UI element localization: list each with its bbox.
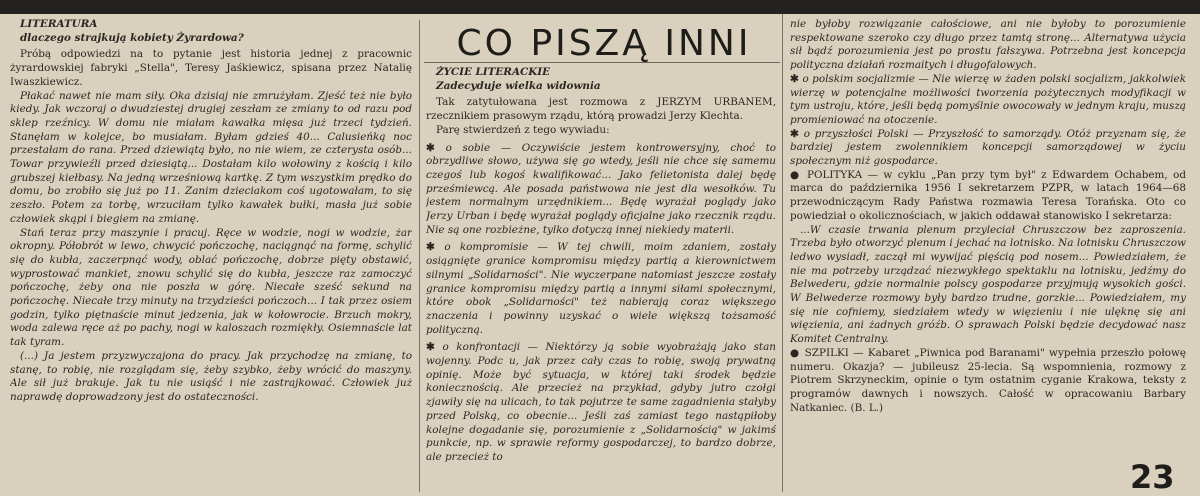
column-divider xyxy=(419,20,420,492)
dot-bullet-icon: ● xyxy=(790,346,805,359)
column-divider xyxy=(782,14,783,492)
section-subheader: dlaczego strajkują kobiety Żyrardowa? xyxy=(20,31,244,44)
section-header: LITERATURA xyxy=(20,18,98,30)
dot-bullet-icon: ● xyxy=(790,168,807,181)
column-title: CO PISZĄ INNI xyxy=(456,23,752,64)
intro-paragraph: Parę stwierdzeń z tego wywiadu: xyxy=(436,123,610,136)
intro-paragraph: Próbą odpowiedzi na to pytanie jest historia jednej z pracownic żyrardowskiej fabryki „Stella", Teresy Jaśkiewicz, spisana przez Natalię Iwaszkiewicz. xyxy=(10,48,412,88)
paragraph: nie byłoby rozwiązanie całościowe, ani nie byłoby to porozumienie respektowane szeroko czy długo przez tamtą stronę... Alternatywa użycia sił bądź porozumienia jest po prostu fałszywa. Potrzebna jest koncepcja polityczna działań rozmaitych i długofalowych. xyxy=(790,18,1186,72)
star-bullet-icon: ✱ xyxy=(426,341,443,354)
star-bullet-icon: ✱ xyxy=(426,141,446,154)
paragraph: ✱ o sobie — Oczywiście jestem kontrowersyjny, choć to obrzydliwe słowo, używa się go wtedy, jeśli nie chce się samemu czegoś lub kogoś kwalifikować... Jako felietonista dalej będę prześmiewcą. Ale posada państwowa nie jest dla wesołków. Tu jestem normalnym urzędnikiem... Będę wyrażał poglądy jako Jerzy Urban i będę wyrażał poglądy oficjalne jako rzecznik rządu. Nie są one rozbieżne, tylko dotyczą innej niekiedy materii. xyxy=(426,141,776,236)
paragraph: (...) Ja jestem przyzwyczajona do pracy. Jak przychodzę na zmianę, to stanę, to robię, nie rozglądam się, żeby szybko, żeby wrócić do maszyny. Ale sił już brakuje. Jak tu nie usiąść i nie zastrajkować. Człowiek już naprawdę doprowadzony jest do ostateczności. xyxy=(10,349,412,403)
paragraph: ● SZPILKI — Kabaret „Piwnica pod Baranami" wypełnia przeszło połowę numeru. Okazja? — jubileusz 25-lecia. Są wspomnienia, rozmowy z Piotrem Skrzyneckim, opinie o tym ostatnim cyganie Krakowa, teksty z programów dawnych i nowszych. Całość w opracowaniu Barbary Natkaniec. (B. L.) xyxy=(790,346,1186,414)
paragraph: ✱ o przyszłości Polski — Przyszłość to samorządy. Otóż przyznam się, że bardziej jestem zwolennikiem koncepcji samorządowej w życiu społecznym niż gospodarce. xyxy=(790,127,1186,168)
left-column xyxy=(10,18,412,494)
paragraph: Stań teraz przy maszynie i pracuj. Ręce w wodzie, nogi w wodzie, żar okropny. Półobrót w lewo, chwycić pończochę, naciągnąć na formę, schylić się do kubła, zaczerpnąć wody, oblać pończochę, dobrze pięty obstawić, wyprostować mankiet, znowu schylić się do kubła, jeszcze raz zamoczyć pończochę, żeby ona nie poszła w górę. Niecałe sześć sekund na pończochę. Niecałe trzy minuty na trzydzieści pończoch... I tak przez osiem godzin, tylko piętnaście minut jedzenia, jak w kołowrocie. Brzuch mokry, woda zalewa ręce aż po pachy, nogi w kaloszach rozmiękły. Osiemnaście lat tak tyram. xyxy=(10,226,412,349)
right-column xyxy=(790,18,1186,458)
star-bullet-icon: ✱ xyxy=(426,241,445,254)
star-bullet-icon: ✱ xyxy=(790,72,803,85)
paragraph: ✱ o kompromisie — W tej chwili, moim zdaniem, zostały osiągnięte granice kompromisu między partią a kierownictwem silnymi „Solidarności". Nie wyczerpane natomiast jeszcze zostały granice kompromisu między partią a innymi siłami społecznymi, które obok „Solidarności" też nabierają coraz większego znaczenia i powinny uzyskać o wiele większą tożsamość polityczną. xyxy=(426,241,776,336)
paragraph: ✱ o konfrontacji — Niektórzy ją sobie wyobrażają jako stan wojenny. Podc u, jak przez cały czas to robię, swoją prywatną opinię. Może być sytuacja, w której taki środek będzie koniecznością. Ale przecież na przykład, gdyby jutro czołgi zjawiły się na ulicach, to tak pojutrze te same zagadnienia stałyby przed Polską, co obecnie... Jeśli zaś zamiast tego nastąpiłoby kolejne dogadanie się, porozumienie z „Solidarnością" w jakimś punkcie, np. w sprawie reformy gospodarczej, to bardzo dobrze, ale przecież to xyxy=(426,341,776,463)
paragraph: ● POLITYKA — w cyklu „Pan przy tym był" z Edwardem Ochabem, od marca do października 1956 I sekretarzem PZPR, w latach 1964—68 przewodniczącym Rady Państwa rozmawia Teresa Torańska. Oto co powiedział o okolicznościach, w jakich oddawał stanowisko I sekretarza: xyxy=(790,168,1186,222)
paragraph: ...W czasie trwania plenum przyleciał Chruszczow bez zaproszenia. Trzeba było otworzyć plenum i jechać na lotnisko. Na lotnisku Chruszczow ledwo wysiadł, zaczął mi wywijać pięścią pod nosem... Powiedziałem, że nie ma potrzeby urządzać niezwykłego spektaklu na lotnisku, jedźmy do Belwederu, gdzie normalnie polscy gospodarze przyjmują wysokich gości. W Belwederze rozmowy były bardzo trudne, gorzkie... Powiedziałem, my się nie cofniemy, siedziałem wtedy w więzieniu i nie ulęknę się ani więzienia, ani żadnych gróźb. O sprawach Polski będzie decydować nasz Komitet Centralny. xyxy=(790,223,1186,346)
paragraph: Płakać nawet nie mam siły. Oka dzisiaj nie zmrużyłam. Zjeść też nie było kiedy. Jak wczoraj o dwudziestej drugiej zeszłam ze zmiany to od razu pod sklep rzeźnicy. W domu nie miałam kawałka mięsa już trzeci tydzień. Stanęłam w kolejce, bo musiałam. Byłam gdzieś 40... Calusieńką noc przestałam do rana. Przed dziewiątą było, no nie wiem, ze czterysta osób... Towar przywieźli przed dziesiątą... Dostałam kilo wołowiny z kością i kilo grubszej kiełbasy. Na jedną wrześniową kartkę. Z tym wszystkim prędko do domu, bo zrobiło się już po 11. Zanim dzieciakom coś ugotowałam, to się zeszło. Potem za torbę, wrzuciłam tylko kawałek bułki, masła już sobie człowiek skąpi i biegiem na zmianę. xyxy=(10,89,412,225)
paragraph: ✱ o polskim socjalizmie — Nie wierzę w żaden polski socjalizm, jakkolwiek wierzę w potencjalne możliwości tworzenia pożytecznych modyfikacji w tym ustroju, które, jeśli będą pomyślnie owocowały w jednym kraju, muszą promieniować na otoczenie. xyxy=(790,72,1186,126)
section-header: ŻYCIE LITERACKIE xyxy=(436,66,551,78)
intro-paragraph: Tak zatytułowana jest rozmowa z JERZYM URBANEM, rzecznikiem prasowym rządu, którą prowadzi Jerzy Klechta. xyxy=(426,96,776,123)
section-subheader: Zadecyduje wielka widownia xyxy=(436,79,601,92)
middle-column xyxy=(426,66,776,494)
star-bullet-icon: ✱ xyxy=(790,127,804,140)
top-black-bar xyxy=(0,0,1200,14)
page-number: 23 xyxy=(1130,458,1175,496)
